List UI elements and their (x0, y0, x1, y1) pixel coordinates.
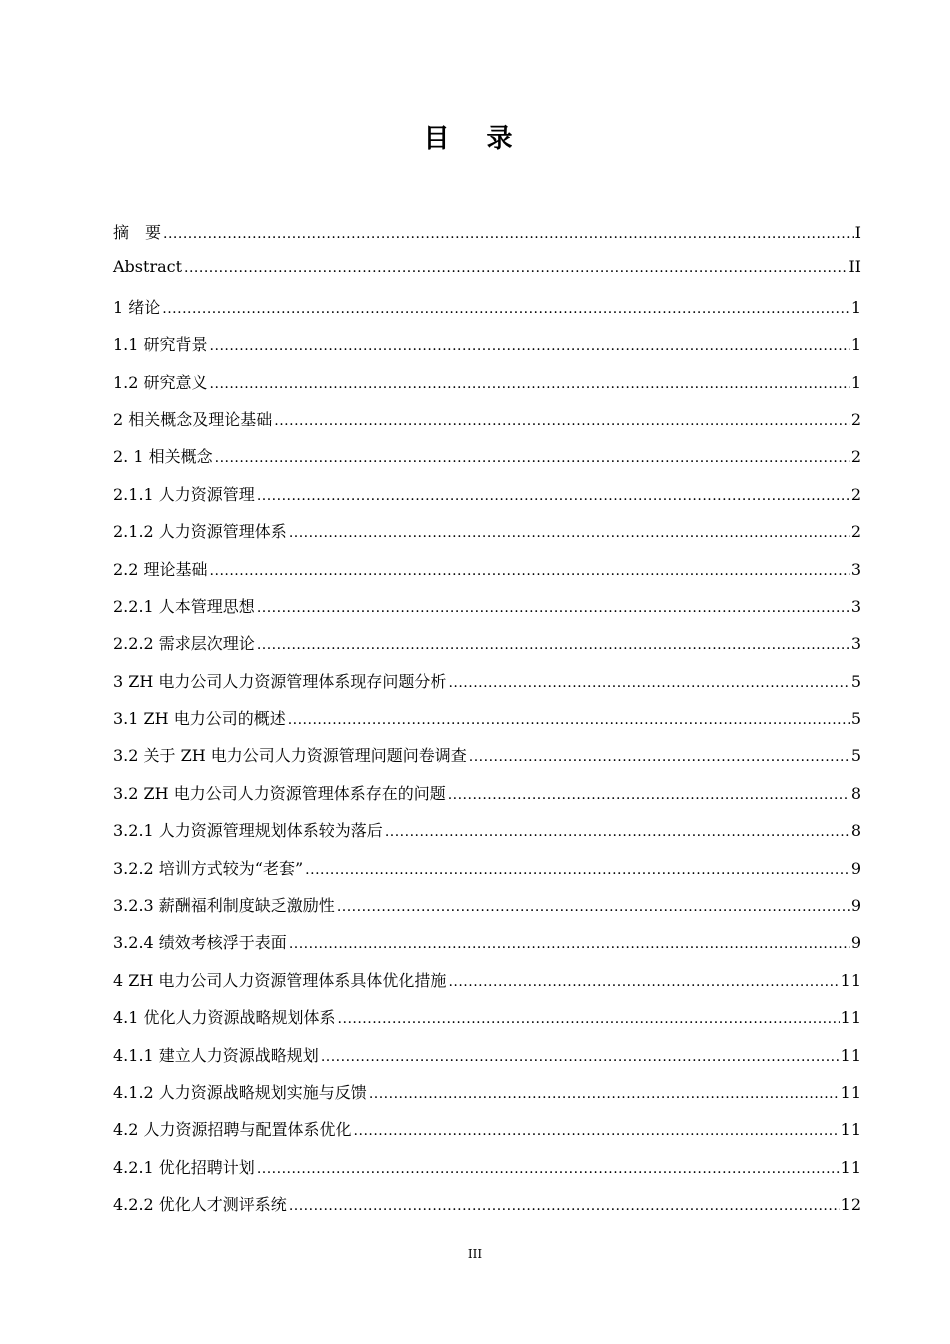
toc-leader-dots (274, 413, 850, 429)
toc-leader-dots (163, 226, 854, 242)
toc-leader-dots (257, 488, 850, 504)
toc-entry-label: 2.2 理论基础 (113, 559, 208, 579)
toc-entry-label: 3.2.1 人力资源管理规划体系较为落后 (113, 821, 383, 841)
toc-entry-page: 9 (850, 896, 861, 916)
toc-entry-page: 11 (840, 1008, 861, 1028)
toc-entry-page: 1 (850, 335, 861, 355)
toc-entry-label: 摘 要 (113, 223, 162, 242)
toc-entry-label: 2 相关概念及理论基础 (113, 409, 273, 429)
page-number: III (467, 1247, 483, 1261)
toc-entry[interactable] (113, 706, 861, 743)
toc-entry-page: 3 (850, 596, 861, 616)
toc-entry[interactable] (113, 1043, 861, 1080)
toc-entry-label: 2.1.1 人力资源管理 (113, 484, 255, 504)
toc-entry-page: 2 (850, 409, 861, 429)
toc-leader-dots (321, 1049, 840, 1065)
toc-entry[interactable] (113, 631, 861, 668)
toc-entry-page: 11 (840, 970, 861, 990)
toc-entry-page: 5 (850, 709, 861, 729)
toc-entry[interactable] (113, 519, 861, 556)
toc-entry[interactable] (113, 594, 861, 631)
toc-entry-label: Abstract (113, 257, 183, 277)
toc-entry-page: 11 (840, 1120, 861, 1140)
toc-entry[interactable] (113, 930, 861, 967)
toc-entry-label: 3.2.3 薪酬福利制度缺乏激励性 (113, 896, 335, 916)
toc-entry-page: 11 (840, 1082, 861, 1102)
toc-leader-dots (288, 712, 850, 728)
toc-entry-page: II (848, 257, 861, 277)
toc-entry[interactable] (113, 482, 861, 519)
toc-entry-page: 8 (850, 783, 861, 803)
toc-entry[interactable] (113, 856, 861, 893)
toc-entry[interactable] (113, 968, 861, 1005)
toc-leader-dots (448, 974, 839, 990)
toc-entry[interactable] (113, 669, 861, 706)
toc-entry-page: 1 (850, 297, 861, 317)
toc-entry-label: 4.1.2 人力资源战略规划实施与反馈 (113, 1082, 367, 1102)
toc-entry-page: 2 (850, 484, 861, 504)
toc-leader-dots (257, 600, 850, 616)
toc-entry-page: 3 (850, 634, 861, 654)
toc-entry-label: 1.2 研究意义 (113, 372, 208, 392)
toc-entry[interactable] (113, 781, 861, 818)
toc-entry-label: 1 绪论 (113, 297, 161, 317)
toc-entry-label: 2.1.2 人力资源管理体系 (113, 522, 287, 542)
toc-entry[interactable] (113, 1192, 861, 1229)
toc-entry-page: 11 (840, 1157, 861, 1177)
toc-leader-dots (184, 260, 847, 276)
toc-leader-dots (210, 376, 850, 392)
toc-leader-dots (210, 338, 850, 354)
toc-entry-page: 1 (850, 372, 861, 392)
toc-entry-label: 4.2.1 优化招聘计划 (113, 1157, 255, 1177)
toc-leader-dots (289, 936, 850, 952)
toc-entry-page: 9 (850, 858, 861, 878)
toc-leader-dots (215, 450, 850, 466)
toc-title: 目 录 (423, 124, 527, 154)
toc-entry[interactable] (113, 332, 861, 369)
toc-entry-label: 3.2.4 绩效考核浮于表面 (113, 933, 287, 953)
toc-entry[interactable] (113, 1005, 861, 1042)
toc-entry-label: 3 ZH 电力公司人力资源管理体系现存问题分析 (113, 671, 447, 691)
toc-entry-page: 9 (850, 933, 861, 953)
toc-entry[interactable] (113, 743, 861, 780)
toc-entry-label: 3.2 ZH 电力公司人力资源管理体系存在的问题 (113, 783, 446, 803)
toc-entry-label: 2.2.2 需求层次理论 (113, 634, 255, 654)
toc-leader-dots (369, 1086, 840, 1102)
toc-leader-dots (337, 899, 850, 915)
toc-leader-dots (448, 787, 850, 803)
toc-entry-page: 3 (850, 559, 861, 579)
toc-entry-page: 11 (840, 1045, 861, 1065)
toc-entry-label: 3.1 ZH 电力公司的概述 (113, 709, 286, 729)
toc-leader-dots (385, 824, 850, 840)
toc-entry-label: 4 ZH 电力公司人力资源管理体系具体优化措施 (113, 970, 447, 990)
toc-entry[interactable] (113, 257, 861, 294)
toc-entry-page: 5 (850, 746, 861, 766)
toc-entry[interactable] (113, 1117, 861, 1154)
toc-entry[interactable] (113, 818, 861, 855)
toc-entry[interactable] (113, 407, 861, 444)
toc-entry[interactable] (113, 444, 861, 481)
toc-entry-page: 5 (850, 671, 861, 691)
toc-entry-label: 3.2 关于 ZH 电力公司人力资源管理问题问卷调查 (113, 746, 467, 766)
toc-leader-dots (257, 637, 850, 653)
toc-entry-page: 8 (850, 821, 861, 841)
toc-list (113, 220, 861, 1230)
toc-entry-page: 12 (840, 1195, 861, 1215)
toc-leader-dots (162, 301, 850, 317)
toc-leader-dots (289, 1198, 840, 1214)
toc-entry[interactable] (113, 1155, 861, 1192)
toc-leader-dots (210, 563, 850, 579)
toc-leader-dots (448, 675, 849, 691)
toc-entry[interactable] (113, 370, 861, 407)
toc-entry[interactable] (113, 557, 861, 594)
toc-entry-label: 2.2.1 人本管理思想 (113, 596, 255, 616)
toc-entry-label: 4.1 优化人力资源战略规划体系 (113, 1008, 336, 1028)
toc-leader-dots (469, 749, 850, 765)
toc-entry-label: 4.1.1 建立人力资源战略规划 (113, 1045, 319, 1065)
toc-leader-dots (338, 1011, 840, 1027)
toc-entry-page: I (854, 223, 861, 242)
toc-entry[interactable] (113, 295, 861, 332)
toc-leader-dots (257, 1161, 840, 1177)
toc-entry-label: 4.2 人力资源招聘与配置体系优化 (113, 1120, 352, 1140)
toc-entry-label: 1.1 研究背景 (113, 335, 208, 355)
toc-entry-page: 2 (850, 447, 861, 467)
toc-leader-dots (305, 862, 850, 878)
toc-leader-dots (354, 1123, 840, 1139)
toc-leader-dots (289, 525, 850, 541)
toc-entry[interactable] (113, 1080, 861, 1117)
toc-entry-label: 2. 1 相关概念 (113, 447, 213, 467)
toc-entry[interactable] (113, 220, 861, 257)
toc-entry[interactable] (113, 893, 861, 930)
toc-entry-label: 4.2.2 优化人才测评系统 (113, 1195, 287, 1215)
toc-entry-label: 3.2.2 培训方式较为“老套” (113, 858, 304, 878)
toc-entry-page: 2 (850, 522, 861, 542)
